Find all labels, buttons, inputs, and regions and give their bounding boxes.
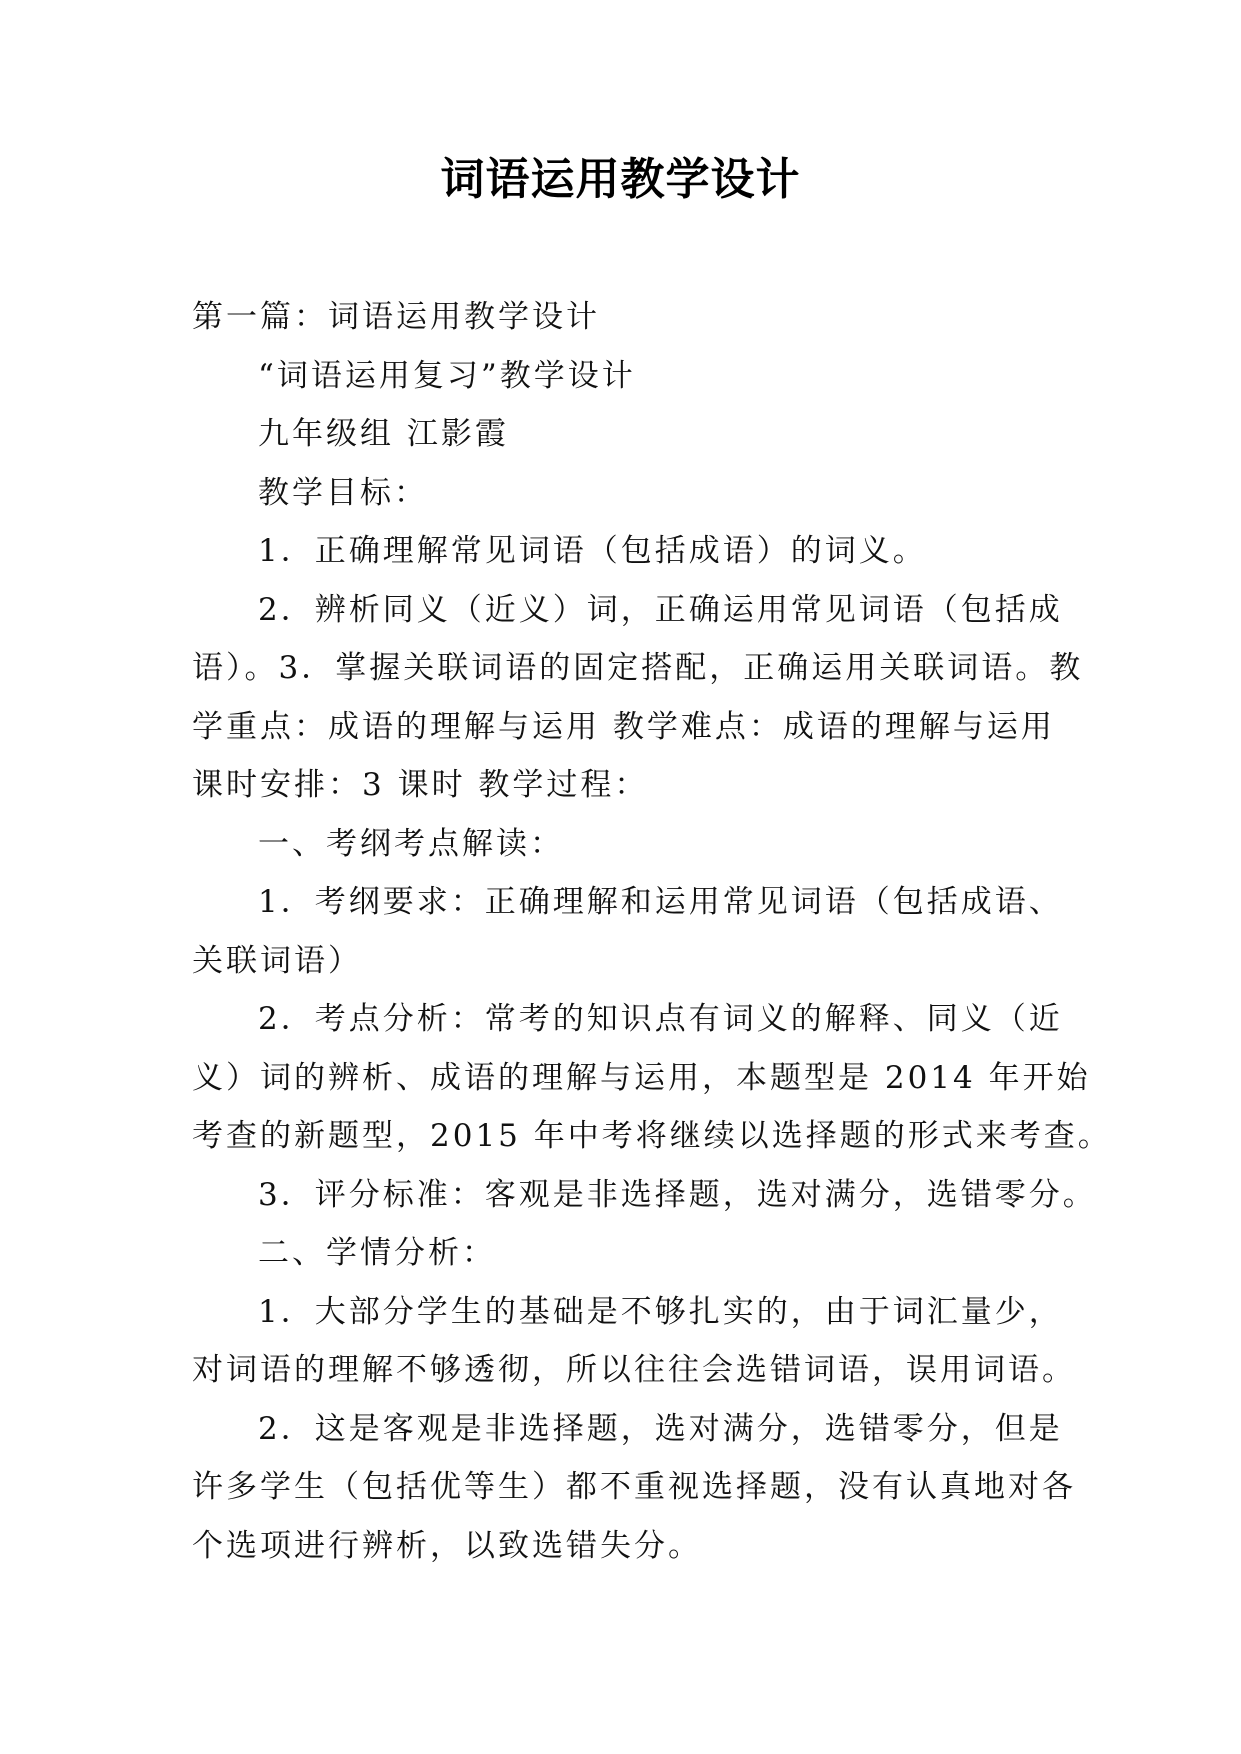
text-line: 2．辨析同义（近义）词，正确运用常见词语（包括成 — [258, 591, 1063, 628]
text-line: 2．考点分析：常考的知识点有词义的解释、同义（近 — [258, 1001, 1063, 1037]
text-line: 关联词语） — [192, 942, 362, 979]
text-line: 2．这是客观是非选择题，选对满分，选错零分，但是 — [258, 1410, 1063, 1447]
text-line: 考查的新题型，2015 年中考将继续以选择题的形式来考查。 — [192, 1118, 1112, 1154]
text-line: 1．正确理解常见词语（包括成语）的词义。 — [258, 533, 927, 569]
text-line: 1．考纲要求：正确理解和运用常见词语（包括成语、 — [258, 884, 1063, 920]
text-line: 个选项进行辨析，以致选错失分。 — [192, 1527, 702, 1564]
text-line: 对词语的理解不够透彻，所以往往会选错词语，误用词语。 — [192, 1352, 1076, 1388]
text-line: 1．大部分学生的基础是不够扎实的，由于词汇量少， — [258, 1293, 1063, 1330]
document-title: 词语运用教学设计 — [440, 154, 801, 205]
text-line: 语）。3．掌握关联词语的固定搭配，正确运用关联词语。教 — [192, 650, 1084, 686]
text-line: 第一篇：词语运用教学设计 — [192, 299, 600, 335]
text-line: 许多学生（包括优等生）都不重视选择题，没有认真地对各 — [192, 1469, 1076, 1505]
text-line: 教学目标： — [258, 474, 428, 511]
text-line: “词语运用复习”教学设计 — [258, 357, 636, 394]
text-line: 3．评分标准：客观是非选择题，选对满分，选错零分。 — [258, 1176, 1097, 1213]
document-body — [192, 288, 1112, 1575]
text-line: 义）词的辨析、成语的理解与运用，本题型是 2014 年开始 — [192, 1059, 1091, 1096]
text-line: 二、学情分析： — [258, 1235, 496, 1271]
text-line: 学重点：成语的理解与运用 教学难点：成语的理解与运用 — [192, 708, 1055, 745]
text-line: 课时安排：3 课时 教学过程： — [192, 767, 649, 803]
text-line: 九年级组 江影霞 — [258, 416, 509, 452]
text-line: 一、考纲考点解读： — [258, 825, 564, 862]
